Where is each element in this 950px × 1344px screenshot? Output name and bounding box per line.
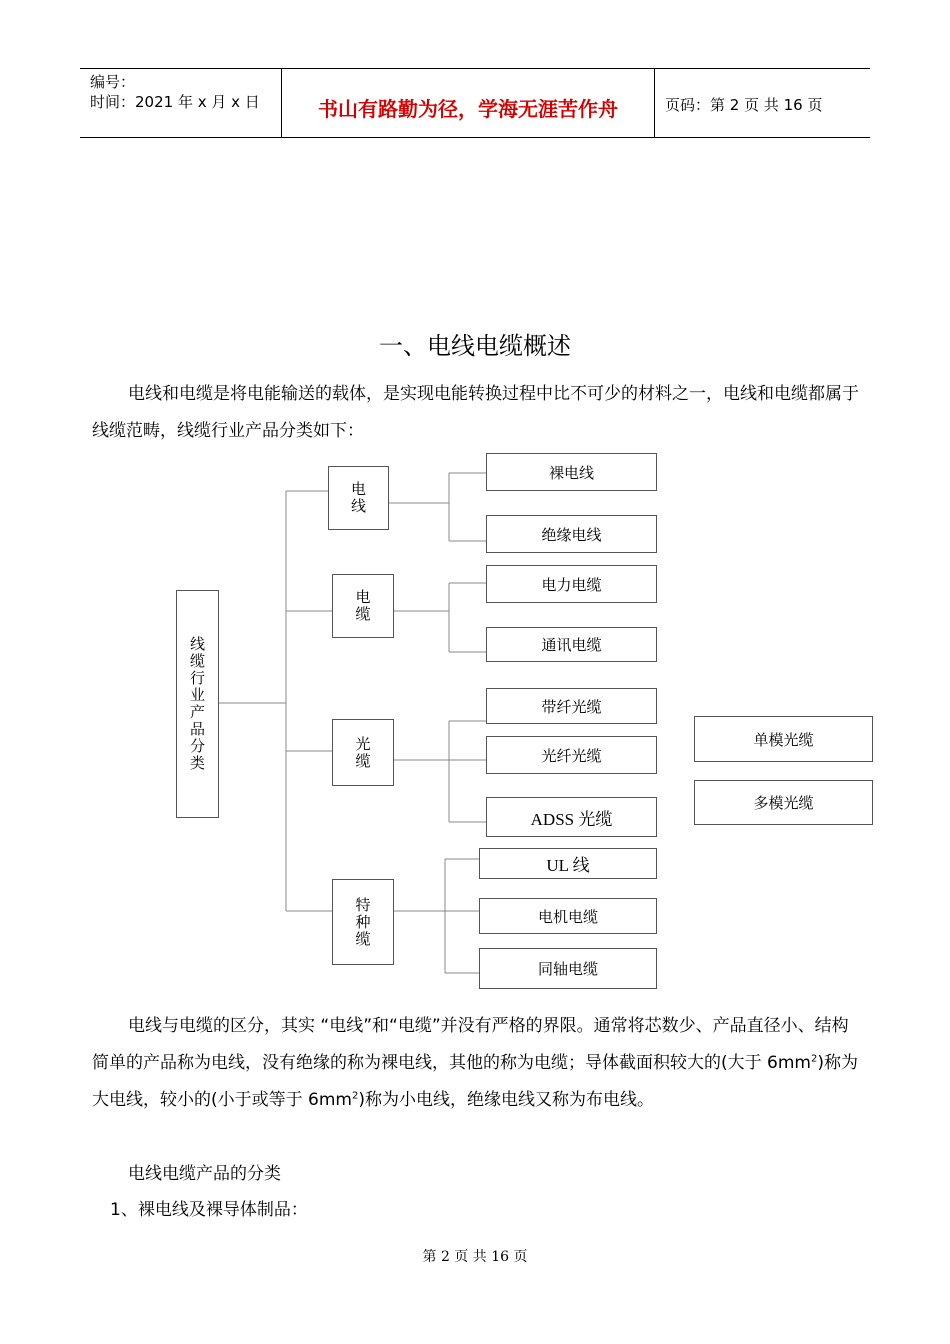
superscript: 2 <box>351 1090 359 1102</box>
distinction-text: )称为大电线，较小的(小于或等于 6mm <box>92 1053 858 1110</box>
date-label: 时间：2021 年 x 月 x 日 <box>90 93 260 111</box>
side-box-multi-mode: 多模光缆 <box>694 780 873 825</box>
side-box-single-mode: 单模光缆 <box>694 716 873 762</box>
leaf-box: 光纤光缆 <box>486 736 657 774</box>
group-box-cable: 电缆 <box>332 574 394 638</box>
leaf-box: ADSS 光缆 <box>486 797 657 837</box>
distinction-text: 电线与电缆的区分，其实 “电线”和“电缆”并没有严格的界限。通常将芯数少、产品直径小、结构简单的产品称为电线，没有绝缘的称为裸电线，其他的称为电缆；导体截面积较大的(大于 6mm <box>92 1016 849 1073</box>
leaf-box: 电力电缆 <box>486 565 657 603</box>
leaf-box: UL 线 <box>479 848 657 879</box>
page-footer: 第 2 页 共 16 页 <box>422 1249 528 1265</box>
page-info: 页码：第 2 页 共 16 页 <box>665 96 823 114</box>
intro-paragraph: 电线和电缆是将电能输送的载体，是实现电能转换过程中比不可少的材料之一，电线和电缆都属于线缆范畴，线缆行业产品分类如下： <box>92 384 859 441</box>
leaf-box: 绝缘电线 <box>486 515 657 553</box>
serial-number-label: 编号： <box>90 73 136 91</box>
motto-text: 书山有路勤为径，学海无涯苦作舟 <box>318 97 618 121</box>
distinction-text: )称为小电线，绝缘电线又称为布电线。 <box>358 1090 654 1110</box>
group-box-wire: 电线 <box>328 466 389 530</box>
group-box-special: 特种缆 <box>332 879 394 965</box>
group-box-optical: 光缆 <box>332 719 394 786</box>
root-category-box: 线缆行业产品分类 <box>176 590 219 818</box>
leaf-box: 带纤光缆 <box>486 688 657 724</box>
leaf-box: 通讯电缆 <box>486 627 657 662</box>
list-item-1: 1、裸电线及裸导体制品： <box>110 1200 308 1220</box>
superscript: 2 <box>810 1053 818 1065</box>
classification-heading: 电线电缆产品的分类 <box>128 1164 281 1184</box>
distinction-paragraph <box>92 1008 862 1119</box>
leaf-box: 裸电线 <box>486 453 657 491</box>
leaf-box: 电机电缆 <box>479 898 657 934</box>
section-title: 一、电线电缆概述 <box>379 332 571 360</box>
leaf-box: 同轴电缆 <box>479 948 657 989</box>
